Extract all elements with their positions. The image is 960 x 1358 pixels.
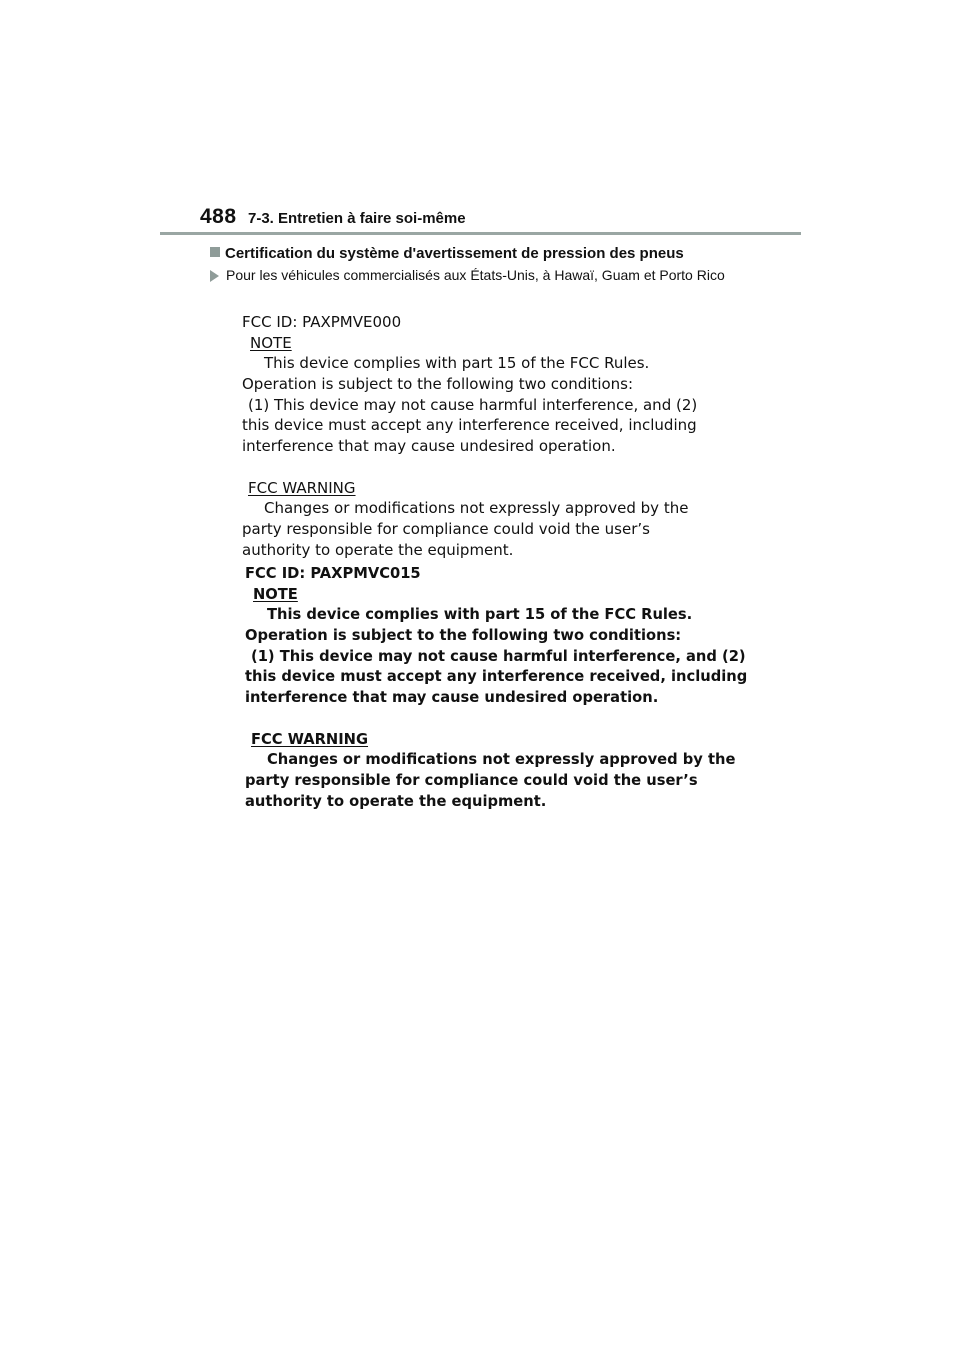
note-line: this device must accept any interference received, including: [242, 416, 697, 435]
note-line: interference that may cause undesired operation.: [245, 689, 659, 707]
warning-label: FCC WARNING: [248, 478, 356, 497]
note-line: This device complies with part 15 of the FCC Rules.: [264, 354, 650, 373]
section-heading: [210, 245, 684, 262]
warning-line: Changes or modifications not expressly approved by the: [267, 751, 736, 769]
fcc-statement-1: [242, 312, 762, 560]
fcc-id: FCC ID: PAXPMVE000: [242, 313, 402, 331]
note-line: interference that may cause undesired operation.: [242, 437, 616, 456]
warning-line: authority to operate the equipment.: [242, 540, 514, 559]
note-line: (1) This device may not cause harmful interference, and (2): [248, 395, 698, 414]
page-header: [200, 205, 800, 235]
note-label: NOTE: [253, 585, 298, 603]
note-line: This device complies with part 15 of the FCC Rules.: [267, 606, 693, 624]
subheading-text: Pour les véhicules commercialisés aux États-Unis, à Hawaï, Guam et Porto Rico: [226, 267, 725, 283]
section-title: 7-3. Entretien à faire soi-même: [248, 210, 466, 227]
note-line: Operation is subject to the following two conditions:: [242, 375, 634, 394]
subheading: [210, 268, 750, 283]
note-label: NOTE: [250, 333, 292, 352]
fcc-id: FCC ID: PAXPMVC015: [245, 565, 421, 582]
header-divider: [160, 232, 801, 235]
heading-text: Certification du système d'avertissement de pression des pneus: [225, 245, 684, 262]
warning-label: FCC WARNING: [251, 730, 369, 748]
warning-line: party responsible for compliance could void the user’s: [245, 771, 698, 789]
fcc-statement-2: [245, 564, 765, 812]
page-number: 488: [200, 205, 237, 228]
square-bullet-icon: [210, 247, 220, 257]
triangle-bullet-icon: [210, 270, 219, 282]
note-line: this device must accept any interference received, including: [245, 668, 748, 686]
warning-line: Changes or modifications not expressly approved by the: [264, 499, 689, 518]
warning-line: party responsible for compliance could void the user’s: [242, 519, 650, 538]
note-line: (1) This device may not cause harmful interference, and (2): [251, 647, 746, 665]
note-line: Operation is subject to the following two conditions:: [245, 627, 682, 645]
warning-line: authority to operate the equipment.: [245, 792, 547, 810]
